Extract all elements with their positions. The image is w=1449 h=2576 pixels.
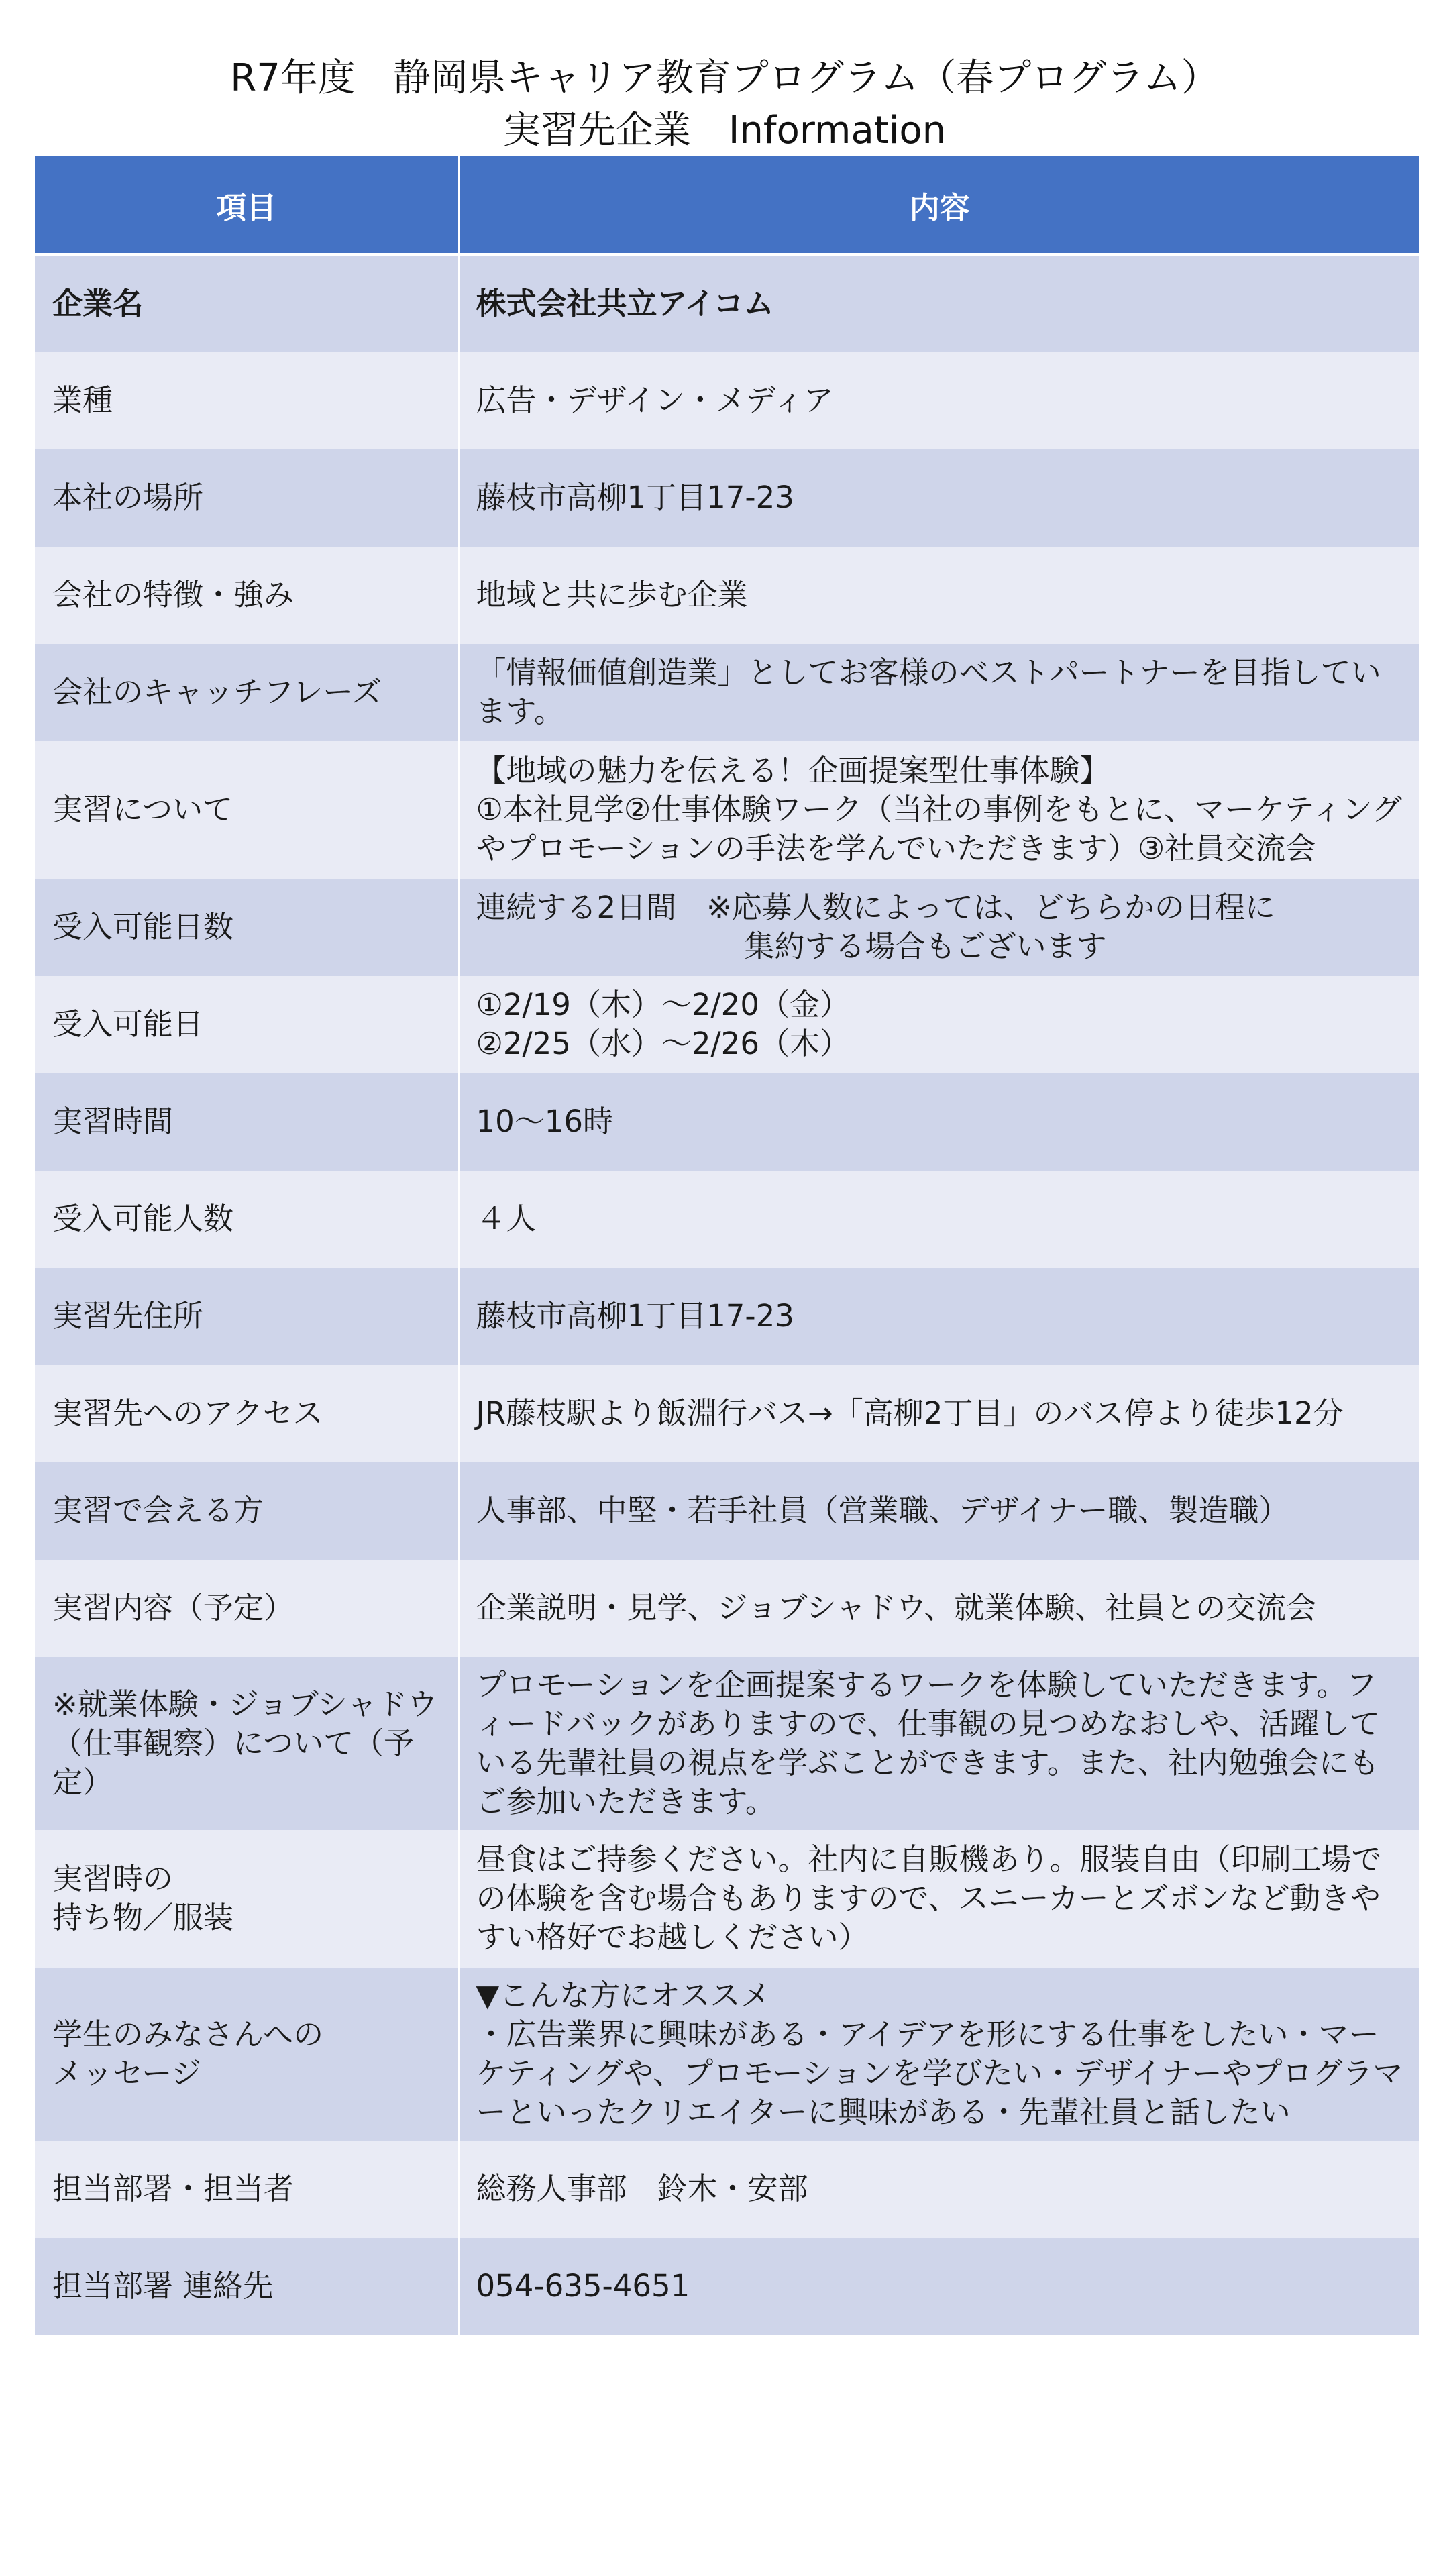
- row-people-met: [35, 1462, 1419, 1560]
- row-label: 本社の場所: [35, 449, 459, 547]
- row-value: [459, 879, 1419, 976]
- row-access: [35, 1365, 1419, 1462]
- company-info-table: [35, 156, 1419, 2335]
- row-value: 人事部、中堅・若手社員（営業職、デザイナー職、製造職）: [459, 1462, 1419, 1560]
- row-value: 054-635-4651: [459, 2238, 1419, 2335]
- row-contact-phone: [35, 2238, 1419, 2335]
- row-label: 担当部署 連絡先: [35, 2238, 459, 2335]
- title-line-1: R7年度 静岡県キャリア教育プログラム（春プログラム）: [230, 56, 1219, 100]
- accept-days-line-2: 集約する場合もございます: [744, 928, 1107, 964]
- row-value: 地域と共に歩む企業: [459, 547, 1419, 644]
- row-value: 藤枝市高柳1丁目17-23: [459, 449, 1419, 547]
- row-value: 企業説明・見学、ジョブシャドウ、就業体験、社員との交流会: [459, 1560, 1419, 1657]
- row-value: 総務人事部 鈴木・安部: [459, 2141, 1419, 2238]
- row-label: 実習先住所: [35, 1268, 459, 1365]
- row-value: 昼食はご持参ください。社内に自販機あり。服装自由（印刷工場での体験を含む場合もありますので、スニーカーとズボンなど動きやすい格好でお越しください）: [459, 1830, 1419, 1968]
- row-label: 会社の特徴・強み: [35, 547, 459, 644]
- row-value: 株式会社共立アイコム: [459, 255, 1419, 352]
- row-value: ①2/19（木）～2/20（金） ②2/25（水）～2/26（木）: [459, 976, 1419, 1073]
- title-line-2: 実習先企業 Information: [502, 109, 947, 152]
- row-label: 企業名: [35, 255, 459, 352]
- row-value: 広告・デザイン・メディア: [459, 352, 1419, 449]
- row-accept-dates: [35, 976, 1419, 1073]
- row-label: 受入可能日数: [35, 879, 459, 976]
- row-address: [35, 1268, 1419, 1365]
- row-label: ※就業体験・ジョブシャドウ（仕事観察）について（予定）: [35, 1657, 459, 1830]
- row-industry: [35, 352, 1419, 449]
- row-job-shadow: [35, 1657, 1419, 1830]
- row-label: 学生のみなさんへの メッセージ: [35, 1968, 459, 2141]
- row-label: 会社のキャッチフレーズ: [35, 644, 459, 741]
- row-accept-days: [35, 879, 1419, 976]
- row-value: 「情報価値創造業」としてお客様のベストパートナーを目指しています。: [459, 644, 1419, 741]
- row-value: 10～16時: [459, 1073, 1419, 1171]
- row-hours: [35, 1073, 1419, 1171]
- row-program-content: [35, 1560, 1419, 1657]
- row-value: 藤枝市高柳1丁目17-23: [459, 1268, 1419, 1365]
- header-item: 項目: [35, 156, 459, 255]
- row-capacity: [35, 1171, 1419, 1268]
- row-value: ▼こんな方にオススメ ・広告業界に興味がある・アイデアを形にする仕事をしたい・マーケティングや、プロモーションを学びたい・デザイナーやプログラマーといったクリエイターに興味がある・先輩社員と話したい: [459, 1968, 1419, 2141]
- row-label: 実習時の 持ち物／服装: [35, 1830, 459, 1968]
- row-label: 実習時間: [35, 1073, 459, 1171]
- row-message: [35, 1968, 1419, 2141]
- row-catchphrase: [35, 644, 1419, 741]
- row-contact-person: [35, 2141, 1419, 2238]
- row-belongings: [35, 1830, 1419, 1968]
- table-header-row: [35, 156, 1419, 255]
- row-headquarters: [35, 449, 1419, 547]
- row-company-name: [35, 255, 1419, 352]
- document-title: [0, 52, 1449, 157]
- row-internship-about: [35, 741, 1419, 879]
- row-label: 実習について: [35, 741, 459, 879]
- accept-days-line-1: 連続する2日間 ※応募人数によっては、どちらかの日程に: [476, 890, 1275, 925]
- row-label: 受入可能人数: [35, 1171, 459, 1268]
- row-label: 実習内容（予定）: [35, 1560, 459, 1657]
- header-content: 内容: [459, 156, 1419, 255]
- row-label: 実習先へのアクセス: [35, 1365, 459, 1462]
- row-value: 【地域の魅力を伝える！企画提案型仕事体験】 ①本社見学②仕事体験ワーク（当社の事例をもとに、マーケティングやプロモーションの手法を学んでいただきます）③社員交流会: [459, 741, 1419, 879]
- row-strengths: [35, 547, 1419, 644]
- row-label: 実習で会える方: [35, 1462, 459, 1560]
- row-value: JR藤枝駅より飯淵行バス→「高柳2丁目」のバス停より徒歩12分: [459, 1365, 1419, 1462]
- row-label: 受入可能日: [35, 976, 459, 1073]
- row-label: 担当部署・担当者: [35, 2141, 459, 2238]
- row-label: 業種: [35, 352, 459, 449]
- row-value: ４人: [459, 1171, 1419, 1268]
- row-value: プロモーションを企画提案するワークを体験していただきます。フィードバックがありますので、仕事観の見つめなおしや、活躍している先輩社員の視点を学ぶことができます。また、社内勉強会にもご参加いただきます。: [459, 1657, 1419, 1830]
